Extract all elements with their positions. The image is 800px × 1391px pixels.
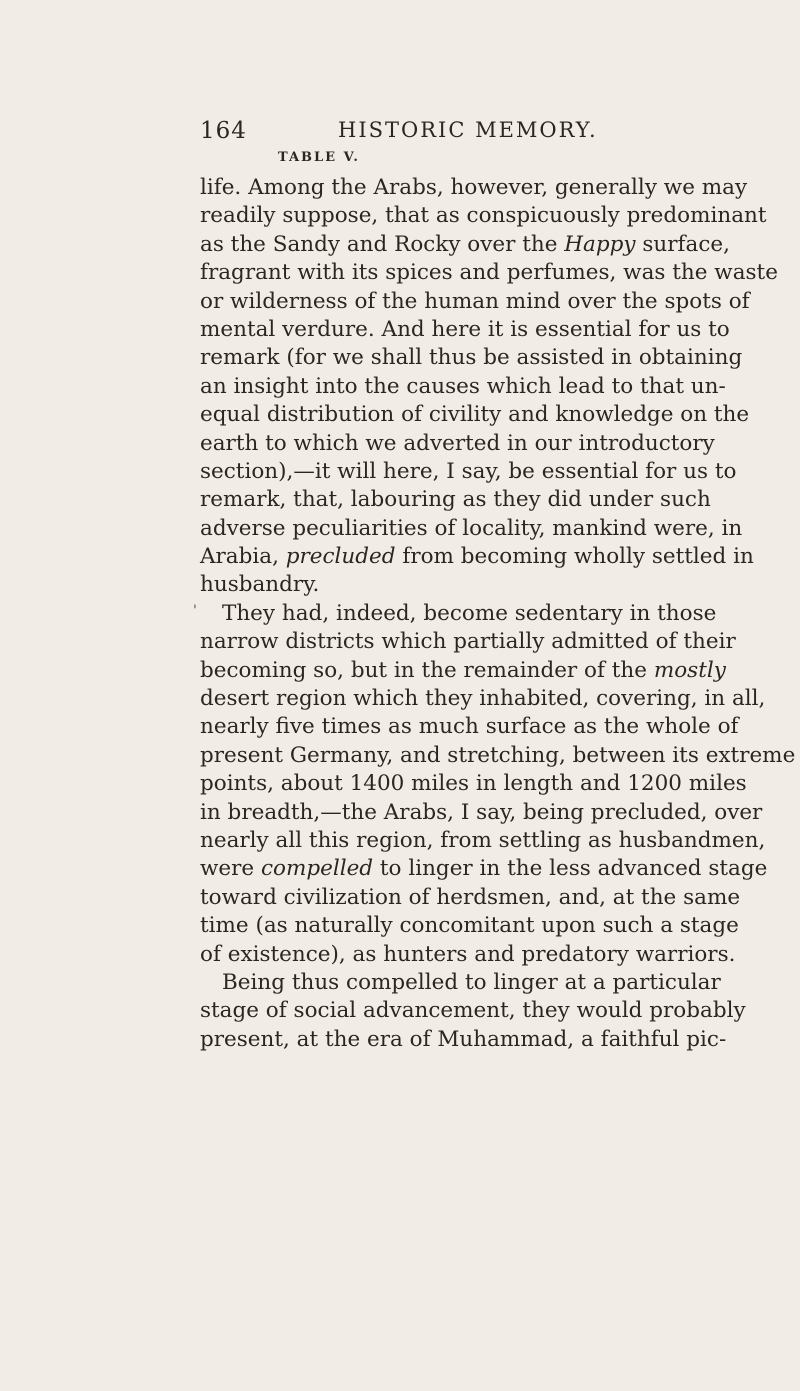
text-segment: becoming so, but in the remainder of the [200,657,654,683]
text-line: or wilderness of the human mind over the spots of [200,288,750,314]
text-segment: surface, [635,231,730,257]
text-line: Being thus compelled to linger at a particular [222,969,721,995]
body-text [200,174,796,1054]
text-line: time (as naturally concomitant upon such a stage [200,913,739,939]
text-line: nearly five times as much surface as the whole of [200,714,739,740]
italic-emphasis: mostly [653,657,726,683]
text-line: present, at the era of Muhammad, a faithful pic- [200,1026,727,1052]
page-header [200,118,620,150]
text-segment: to linger in the less advanced stage [373,856,768,882]
text-line [200,657,726,685]
text-line: equal distribution of civility and knowledge on the [200,402,750,428]
text-line: section),—it will here, I say, be essential for us to [200,458,737,484]
running-head: HISTORIC MEMORY. [338,118,598,142]
text-line: points, about 1400 miles in length and 1200 miles [200,771,747,797]
text-segment: from becoming wholly settled in [395,544,754,570]
text-line [200,543,754,571]
text-line: in breadth,—the Arabs, I say, being precluded, over [200,799,763,825]
italic-emphasis: Happy [564,231,636,257]
text-line: nearly all this region, from settling as husbandmen, [200,827,766,853]
text-line: remark (for we shall thus be assisted in obtaining [200,345,743,371]
text-line: an insight into the causes which lead to that un- [200,373,726,399]
text-line: husbandry. [200,572,320,598]
text-line: remark, that, labouring as they did under such [200,487,711,513]
text-segment: Arabia, [200,544,286,570]
table-label: TABLE V. [278,150,360,165]
italic-emphasis: precluded [285,544,396,570]
italic-emphasis: compelled [260,856,374,882]
text-line: present Germany, and stretching, between its extreme [200,742,796,768]
page-number: 164 [200,118,247,144]
text-line: of existence), as hunters and predatory warriors. [200,941,736,967]
text-line: They had, indeed, become sedentary in those [222,600,717,626]
text-line: life. Among the Arabs, however, generally we may [200,175,748,200]
text-line: mental verdure. And here it is essential for us to [200,316,730,342]
text-segment: as the Sandy and Rocky over the [200,231,565,257]
text-line: fragrant with its spices and perfumes, was the waste [200,260,778,286]
text-line: adverse peculiarities of locality, mankind were, in [200,515,743,541]
text-line: narrow districts which partially admitted of their [200,629,736,655]
text-line: stage of social advancement, they would probably [200,998,746,1024]
text-line: toward civilization of herdsmen, and, at the same [200,884,741,910]
margin-mark: ' [193,603,197,619]
text-line: earth to which we adverted in our introductory [200,430,715,456]
text-segment: were [200,856,261,882]
text-line: readily suppose, that as conspicuously predominant [200,203,767,229]
text-line [200,231,730,259]
text-line: desert region which they inhabited, covering, in all, [200,686,766,712]
text-line [200,855,768,883]
